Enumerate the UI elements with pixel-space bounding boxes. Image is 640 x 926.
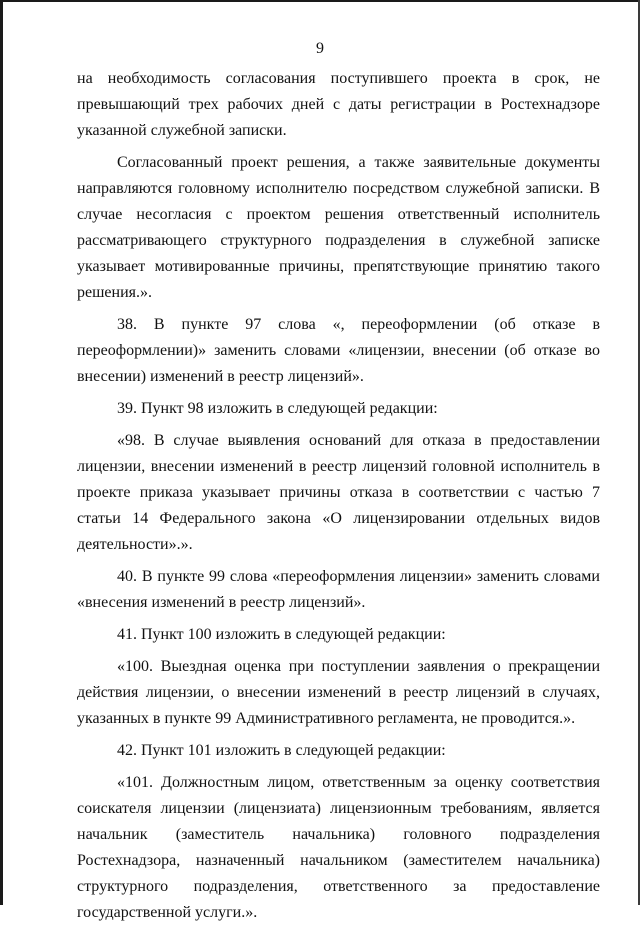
paragraph-clause-101: «101. Должностным лицом, ответственным за оценку соответствия соискателя лицензии (лицензиата) лицензионным требованиям, является начальник (заместитель начальника) головного подразделения Ростехнадзора, назначенный начальником (заместителем начальника) структурного подразделения, ответственного за предоставление государственной услуги.». (77, 774, 600, 921)
paragraph-continuation: на необходимость согласования поступившего проекта в срок, не превышающий трех рабочих дней с даты регистрации в Ростехнадзоре указанной служебной записки. (77, 70, 600, 139)
paragraph-agreed-draft: Согласованный проект решения, а также заявительные документы направляются головному исполнителю посредством служебной записки. В случае несогласия с проектом решения ответственный исполнитель рассматривающего структурного подразделения в служебной записке указывает мотивированные причины, препятствующие принятию такого решения.». (77, 154, 600, 301)
paragraph-item-40: 40. В пункте 99 слова «переоформления лицензии» заменить словами «внесения изменений в реестр лицензий». (77, 568, 600, 611)
paragraph-item-39: 39. Пункт 98 изложить в следующей редакции: (117, 400, 438, 417)
scan-edge-top (0, 0, 640, 2)
scan-edge-left (0, 0, 3, 905)
paragraph-item-41: 41. Пункт 100 изложить в следующей редакции: (117, 626, 446, 643)
page-number: 9 (316, 40, 324, 57)
paragraph-clause-98: «98. В случае выявления оснований для отказа в предоставлении лицензии, внесении изменений в реестр лицензий головной исполнитель в проекте приказа указывает причины отказа в соответствии с частью 7 статьи 14 Федерального закона «О лицензировании отдельных видов деятельности».». (77, 432, 600, 553)
paragraph-clause-100: «100. Выездная оценка при поступлении заявления о прекращении действия лицензии, о внесении изменений в реестр лицензий в случаях, указанных в пункте 99 Административного регламента, не проводится.». (77, 658, 600, 727)
paragraph-item-42: 42. Пункт 101 изложить в следующей редакции: (117, 742, 446, 759)
document-body (77, 66, 600, 926)
paragraph-item-38: 38. В пункте 97 слова «, переоформлении (об отказе в переоформлении)» заменить словами «лицензии, внесении (об отказе во внесении) изменений в реестр лицензий». (77, 316, 600, 385)
